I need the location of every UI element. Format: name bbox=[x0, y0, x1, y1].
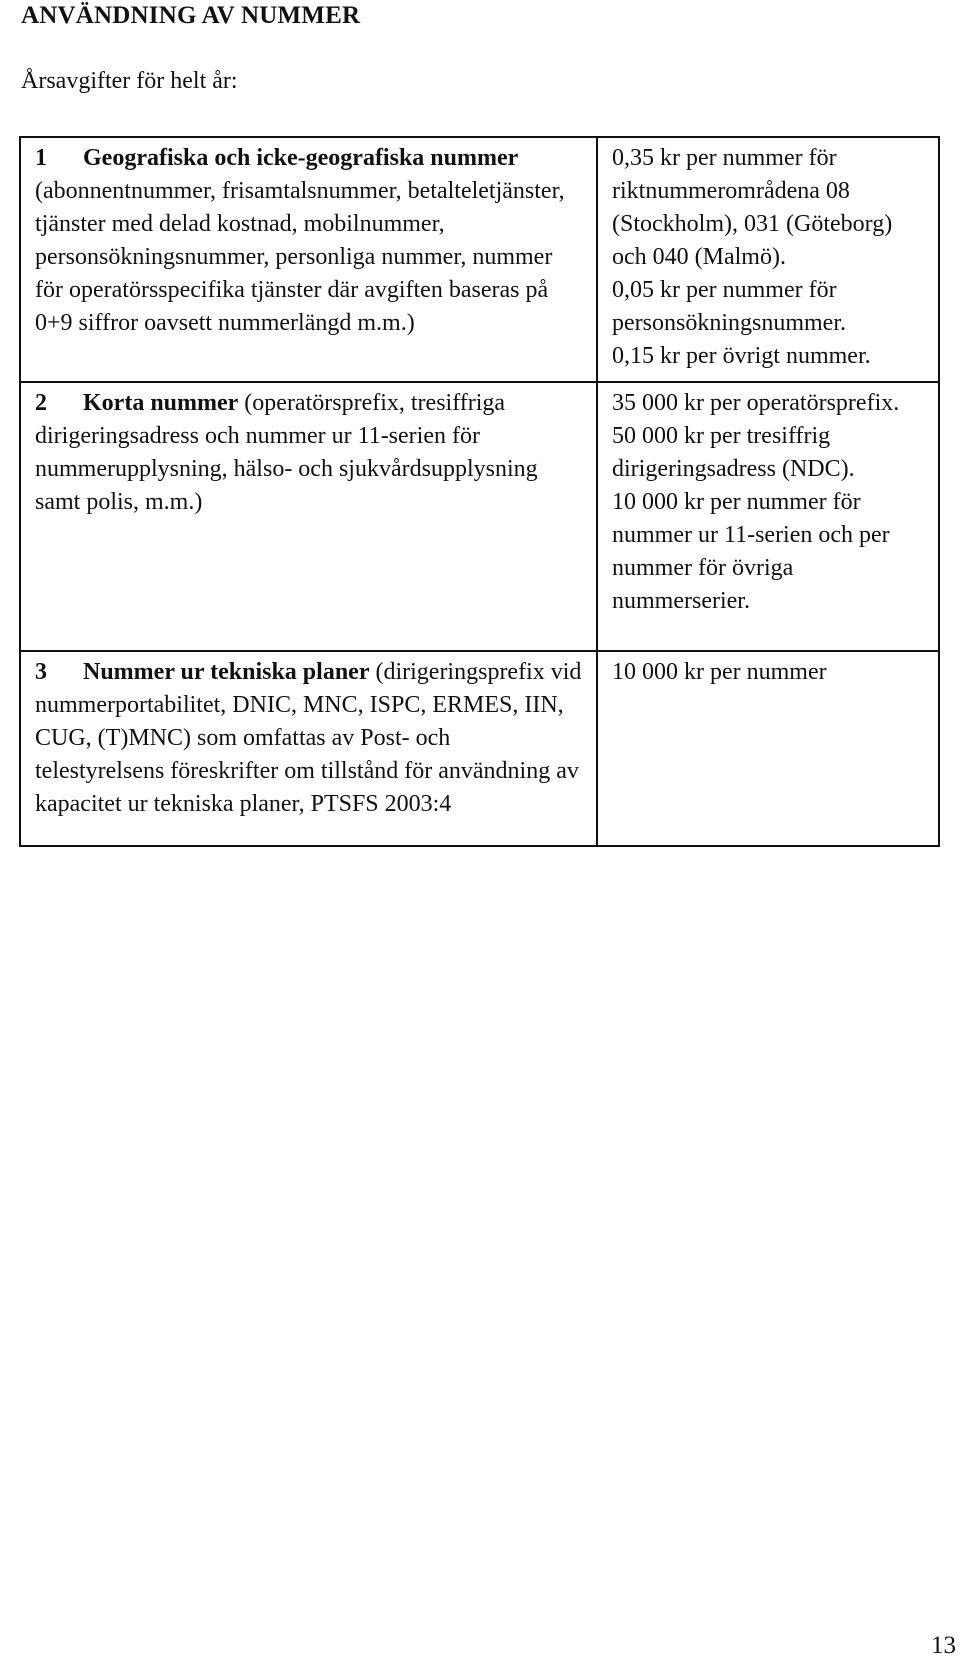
fee-cell bbox=[597, 651, 939, 846]
number-type-cell bbox=[20, 382, 597, 651]
fee-cell bbox=[597, 382, 939, 651]
fee-line: 0,05 kr per nummer för personsökningsnummer. bbox=[612, 277, 846, 336]
row-number: 1 bbox=[35, 145, 47, 171]
table-row bbox=[20, 651, 939, 846]
page-subheading: Årsavgifter för helt år: bbox=[21, 68, 238, 94]
row-title: Geografiska och icke-geografiska nummer bbox=[83, 145, 519, 171]
fee-line: 0,15 kr per övrigt nummer. bbox=[612, 343, 871, 369]
row-details: (abonnentnummer, frisamtalsnummer, betalteletjänster, tjänster med delad kostnad, mobilnummer, personsökningsnummer, personliga nummer, nummer för operatörsspecifika tjänster där avgiften baseras på 0+9 siffror oavsett nummerlängd m.m.) bbox=[35, 178, 565, 336]
number-type-cell bbox=[20, 651, 597, 846]
fee-line: 10 000 kr per nummer för nummer ur 11-serien och per nummer för övriga nummerserier. bbox=[612, 489, 890, 614]
row-details: (dirigeringsprefix vid nummerportabilitet, DNIC, MNC, ISPC, ERMES, IIN, CUG, (T)MNC) som omfattas av Post- och telestyrelsens föreskrifter om tillstånd för användning av kapacitet ur tekniska planer, PTSFS 2003:4 bbox=[35, 659, 582, 817]
fee-line: 35 000 kr per operatörsprefix. bbox=[612, 390, 900, 416]
row-title: Nummer ur tekniska planer bbox=[83, 659, 370, 685]
fee-line: 50 000 kr per tresiffrig dirigeringsadress (NDC). bbox=[612, 423, 855, 482]
fee-line: 0,35 kr per nummer för riktnummerområdena 08 (Stockholm), 031 (Göteborg) och 040 (Malmö). bbox=[612, 145, 893, 270]
row-details: (operatörsprefix, tresiffriga dirigeringsadress och nummer ur 11-serien för nummerupplysning, hälso- och sjukvårdsupplysning samt polis, m.m.) bbox=[35, 390, 538, 515]
page-number: 13 bbox=[931, 1632, 956, 1659]
row-number: 3 bbox=[35, 659, 47, 685]
page-heading: ANVÄNDNING AV NUMMER bbox=[21, 2, 361, 29]
fee-cell bbox=[597, 137, 939, 382]
number-type-cell bbox=[20, 137, 597, 382]
table-row bbox=[20, 382, 939, 651]
fee-table bbox=[19, 136, 940, 847]
row-title: Korta nummer bbox=[83, 390, 239, 416]
row-number: 2 bbox=[35, 390, 47, 416]
table-row bbox=[20, 137, 939, 382]
fee-line: 10 000 kr per nummer bbox=[612, 659, 827, 685]
